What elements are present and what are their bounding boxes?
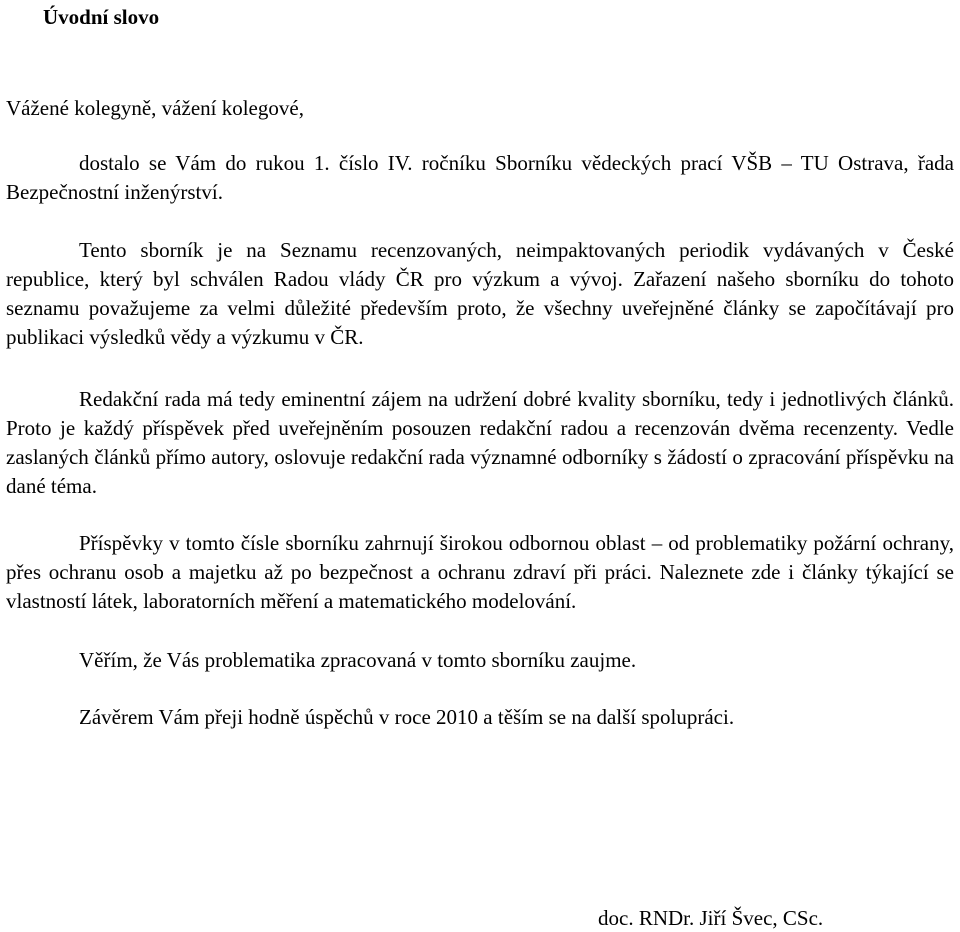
greeting-line: Vážené kolegyně, vážení kolegové, xyxy=(6,96,304,120)
document-heading: Úvodní slovo xyxy=(43,5,160,29)
paragraph-closing: Závěrem Vám přeji hodně úspěchů v roce 2010 a těším se na další spolupráci. xyxy=(79,705,735,729)
paragraph-interest: Věřím, že Vás problematika zpracovaná v tomto sborníku zaujme. xyxy=(79,648,637,672)
signature: doc. RNDr. Jiří Švec, CSc. xyxy=(598,906,824,930)
paragraph-editorial-board: Redakční rada má tedy eminentní zájem na udržení dobré kvality sborníku, tedy i jednotlivých článků. Proto je každý příspěvek před uveřejněním posouzen redakční radou a recenzován dvěma recenzenty. Vedle zaslaných článků přímo autory, oslovuje redakční rada významné odborníky s žádostí o zpracování příspěvku na dané téma. xyxy=(6,387,954,498)
paragraph-intro: dostalo se Vám do rukou 1. číslo IV. ročníku Sborníku vědeckých prací VŠB – TU Ostrava, řada Bezpečnostní inženýrství. xyxy=(6,151,954,204)
paragraph-contents: Příspěvky v tomto čísle sborníku zahrnují širokou odbornou oblast – od problematiky požární ochrany, přes ochranu osob a majetku až po bezpečnost a ochranu zdraví při práci. Naleznete zde i články týkající se vlastností látek, laboratorních měření a matematického modelování. xyxy=(6,531,954,613)
paragraph-register: Tento sborník je na Seznamu recenzovaných, neimpaktovaných periodik vydávaných v České republice, který byl schválen Radou vlády ČR pro výzkum a vývoj. Zařazení našeho sborníku do tohoto seznamu považujeme za velmi důležité především proto, že všechny uveřejněné články se započítávají pro publikaci výsledků vědy a výzkumu v ČR. xyxy=(6,238,954,349)
